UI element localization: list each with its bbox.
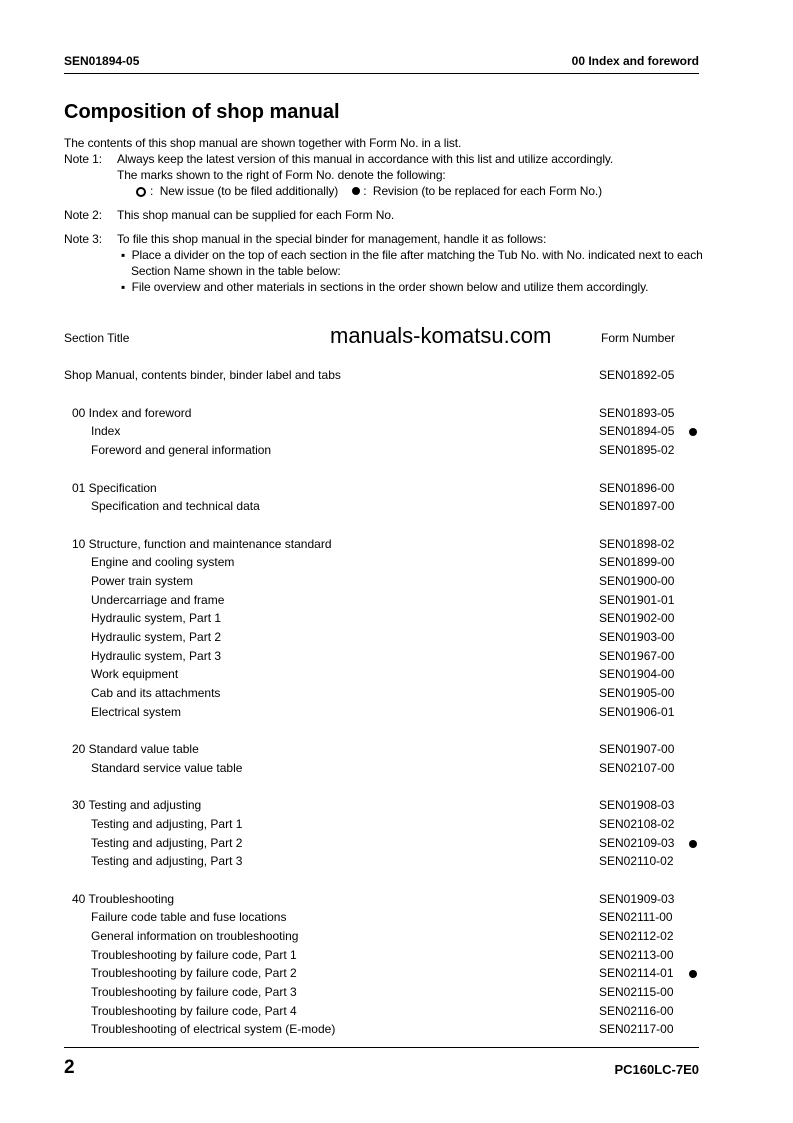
section-title: 40 Troubleshooting <box>72 891 175 906</box>
legend-revision: : Revision (to be replaced for each Form No.) <box>363 184 603 198</box>
table-row <box>64 628 704 647</box>
col-header-form: Form Number <box>601 331 676 345</box>
legend-new: : New issue (to be filed additionally) <box>150 184 339 198</box>
table-row <box>64 890 704 909</box>
section-title: Testing and adjusting, Part 2 <box>91 835 243 850</box>
footer-rule <box>64 1047 699 1048</box>
new-issue-mark-icon <box>136 187 146 197</box>
table-row <box>64 1002 704 1021</box>
section-title: Undercarriage and frame <box>91 592 225 607</box>
form-number: SEN02109-03 <box>599 835 675 850</box>
form-number: SEN02110-02 <box>599 854 674 869</box>
table-row <box>64 740 704 759</box>
page-number: 2 <box>64 1057 75 1078</box>
section-title: Index <box>91 424 121 439</box>
section-title: 30 Testing and adjusting <box>72 798 202 813</box>
form-number: SEN02107-00 <box>599 760 675 775</box>
form-number: SEN01902-00 <box>599 611 675 626</box>
table-row <box>64 404 704 423</box>
form-number: SEN02114-01 <box>599 966 674 981</box>
section-title: Shop Manual, contents binder, binder label and tabs <box>64 368 341 383</box>
table-row <box>64 441 704 460</box>
watermark: manuals-komatsu.com <box>330 323 552 348</box>
section-title: Testing and adjusting, Part 1 <box>91 816 243 831</box>
table-row <box>64 366 704 385</box>
section-title: Electrical system <box>91 704 182 719</box>
note-text: To file this shop manual in the special binder for management, handle it as follows: <box>117 232 547 246</box>
form-number: SEN01906-01 <box>599 704 675 719</box>
section-title: Engine and cooling system <box>91 555 235 570</box>
section-title: Troubleshooting by failure code, Part 3 <box>91 985 297 1000</box>
form-number: SEN01907-00 <box>599 742 675 757</box>
section-title: Troubleshooting by failure code, Part 1 <box>91 947 297 962</box>
table-row <box>64 703 704 722</box>
model-number: PC160LC-7E0 <box>614 1062 699 1077</box>
form-number: SEN02116-00 <box>599 1003 674 1018</box>
section-title: Troubleshooting by failure code, Part 4 <box>91 1003 297 1018</box>
section-name: 00 Index and foreword <box>571 54 699 68</box>
intro-notes: The contents of this shop manual are shown together with Form No. in a list. Note 1: Always keep the latest version of this manual in accordance with this list and utilize accordingly. The marks shown to the right of Form No. denote the following: : New issue (to be filed additionally) : Revision (to be replaced for each Form No.) Note 2: This shop manual can be supplied for each Form No. Note 3: To file this shop manual in the special binder for management, handle it as follows: ▪ Place a divider on the top of each section in the file after matching the Tub No. with No. indicated next to each Section Name shown in the table below: ▪ File overview and other materials in sections in the order shown below and utilize them accordingly. <box>64 136 703 294</box>
table-row <box>64 759 704 778</box>
section-title: Foreword and general information <box>91 443 272 458</box>
form-number: SEN01901-01 <box>599 592 675 607</box>
section-title: 00 Index and foreword <box>72 405 192 420</box>
section-title: Hydraulic system, Part 3 <box>91 648 222 663</box>
page-header <box>64 54 699 74</box>
note-text: Always keep the latest version of this manual in accordance with this list and utilize accordingly. <box>117 152 614 166</box>
form-number: SEN01909-03 <box>599 891 675 906</box>
form-number: SEN02111-00 <box>599 910 673 925</box>
form-number: SEN01967-00 <box>599 648 675 663</box>
bullet-text: Place a divider on the top of each section in the file after matching the Tub No. with No. indicated next to each Section Name shown in the table below: <box>131 248 703 278</box>
section-title: Cab and its attachments <box>91 686 221 701</box>
section-title: Specification and technical data <box>91 499 260 514</box>
form-number: SEN01899-00 <box>599 555 675 570</box>
form-number: SEN01897-00 <box>599 499 675 514</box>
form-number: SEN01908-03 <box>599 798 675 813</box>
section-title: Testing and adjusting, Part 3 <box>91 854 243 869</box>
form-number: SEN01903-00 <box>599 630 675 644</box>
table-row <box>64 834 704 853</box>
section-title: 10 Structure, function and maintenance standard <box>72 536 332 551</box>
table-row <box>64 908 704 927</box>
revision-mark-icon <box>689 428 697 436</box>
note-label: Note 1: <box>64 152 102 166</box>
form-number: SEN02113-00 <box>599 947 674 962</box>
form-number: SEN02117-00 <box>599 1022 674 1037</box>
revision-mark-icon <box>689 970 697 978</box>
table-row <box>64 946 704 965</box>
section-title: Troubleshooting by failure code, Part 2 <box>91 966 297 981</box>
form-number: SEN01904-00 <box>599 667 675 682</box>
table-row <box>64 497 704 516</box>
section-title: Hydraulic system, Part 1 <box>91 611 222 626</box>
section-title: Power train system <box>91 573 194 588</box>
section-title: Troubleshooting of electrical system (E-mode) <box>91 1022 336 1037</box>
table-row <box>64 535 704 554</box>
revision-mark-icon <box>352 187 360 195</box>
section-title: 20 Standard value table <box>72 742 199 757</box>
section-title: Work equipment <box>91 667 179 682</box>
note-label: Note 2: <box>64 208 102 222</box>
form-number: SEN02108-02 <box>599 816 675 831</box>
form-number: SEN01892-05 <box>599 368 675 383</box>
section-title: Standard service value table <box>91 760 243 775</box>
section-title: 01 Specification <box>72 480 157 495</box>
revision-mark-icon <box>689 840 697 848</box>
section-title: General information on troubleshooting <box>91 929 299 943</box>
bullet-text: File overview and other materials in sections in the order shown below and utilize them accordingly. <box>131 280 649 294</box>
section-title: Hydraulic system, Part 2 <box>91 630 222 644</box>
table-row <box>64 983 704 1002</box>
form-number: SEN01905-00 <box>599 686 675 701</box>
table-row <box>64 815 704 834</box>
table-row <box>64 647 704 666</box>
table-row <box>64 479 704 498</box>
table-row <box>64 665 704 684</box>
form-number: SEN01893-05 <box>599 405 675 420</box>
form-number: SEN01898-02 <box>599 536 675 551</box>
table-row <box>64 591 704 610</box>
form-number: SEN01895-02 <box>599 443 675 458</box>
table-row <box>64 927 704 946</box>
table-row <box>64 1020 704 1039</box>
form-number: SEN01900-00 <box>599 573 675 588</box>
intro-line: The contents of this shop manual are shown together with Form No. in a list. <box>64 136 462 150</box>
form-number: SEN01896-00 <box>599 480 675 495</box>
col-header-title: Section Title <box>64 331 130 345</box>
note-text: This shop manual can be supplied for each Form No. <box>117 208 395 222</box>
contents-table <box>64 329 704 1039</box>
section-title: Failure code table and fuse locations <box>91 910 287 925</box>
table-row <box>64 572 704 591</box>
table-row <box>64 964 704 983</box>
table-row <box>64 553 704 572</box>
note-label: Note 3: <box>64 232 102 246</box>
table-row <box>64 796 704 815</box>
form-number: SEN02112-02 <box>599 929 674 943</box>
note-text: The marks shown to the right of Form No. denote the following: <box>117 168 446 182</box>
table-row <box>64 422 704 441</box>
table-row <box>64 852 704 871</box>
table-row <box>64 609 704 628</box>
form-number: SEN01894-05 <box>599 424 675 439</box>
form-number: SEN02115-00 <box>599 985 674 1000</box>
doc-number: SEN01894-05 <box>64 54 140 68</box>
page-title: Composition of shop manual <box>64 101 340 123</box>
table-row <box>64 684 704 703</box>
